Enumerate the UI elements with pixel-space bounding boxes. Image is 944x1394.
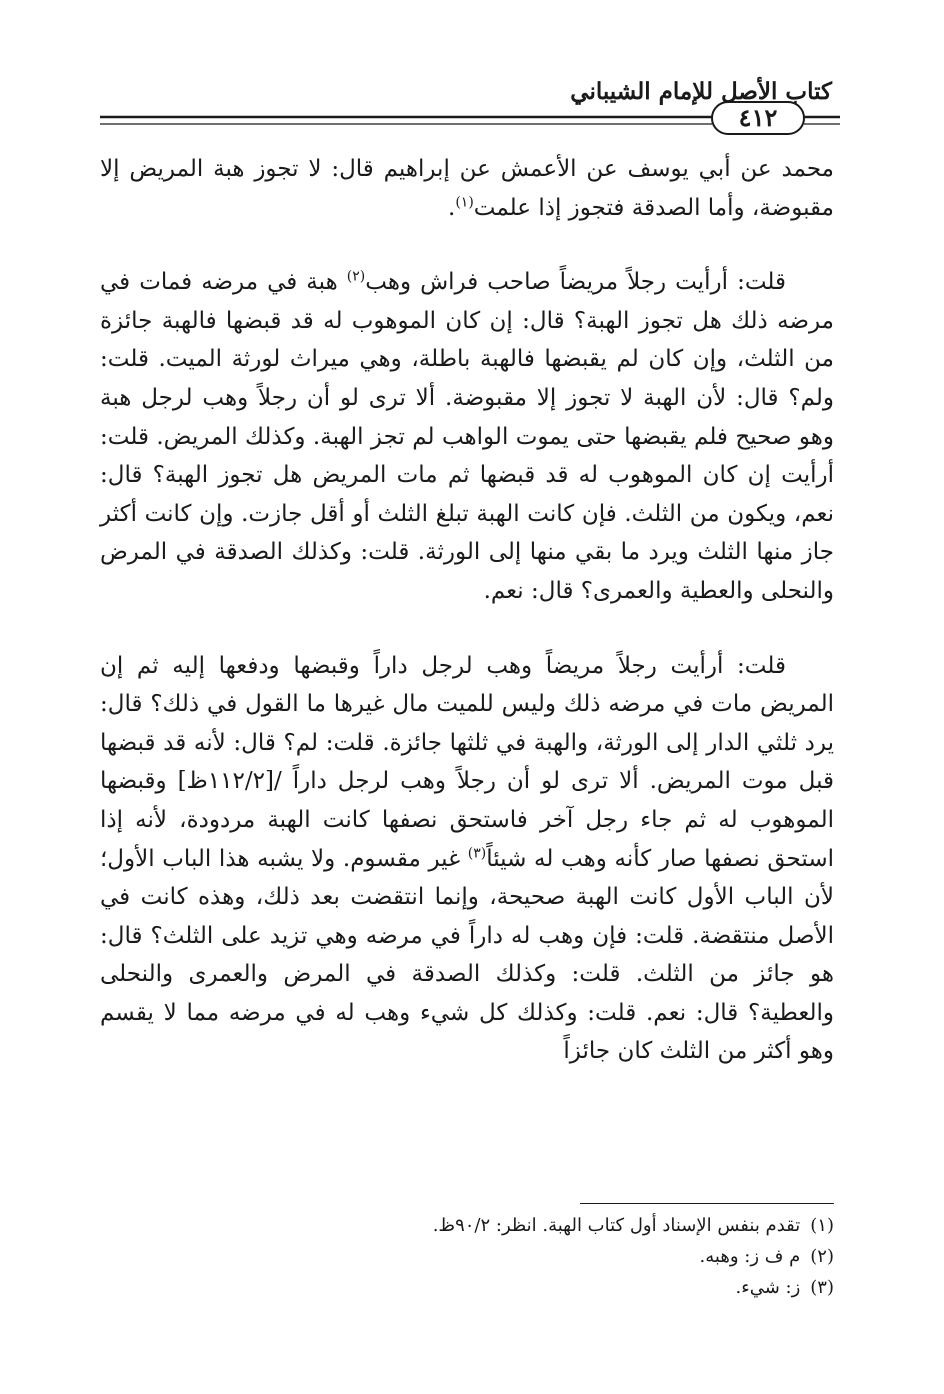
page-number: ٤١٢ [738,102,778,132]
footnote-3 [114,1272,834,1303]
footnote-ref-3: (٣) [467,844,487,861]
footnote-number: (٢) [810,1246,834,1267]
footnotes [114,1210,834,1303]
paragraph-2: قلت: أرأيت رجلاً مريضاً صاحب فراش وهب$^{(٢)}$ هبة في مرضه فمات في مرضه ذلك هل تجوز الهبة؟ قال: إن كان الموهوب له قد قبضها فالهبة جائزة من الثلث، وإن كان لم يقبضها فالهبة باطلة، وهي ميراث لورثة الميت. قلت: ولم؟ قال: لأن الهبة لا تجوز إلا مقبوضة. ألا ترى لو أن رجلاً وهب لرجل هبة وهو صحيح فلم يقبضها حتى يموت الواهب لم تجز الهبة. وكذلك المريض. قلت: أرأيت إن كان الموهوب له قد قبضها ثم مات المريض هل تجوز الهبة؟ قال: نعم، ويكون من الثلث. فإن كانت الهبة تبلغ الثلث أو أقل جازت. وإن كانت أكثر جاز منها الثلث ويرد ما بقي منها إلى الورثة. قلت: وكذلك الصدقة في المرض والنحلى والعطية والعمرى؟ قال: نعم. [100,268,834,604]
footnote-text: تقدم بنفس الإسناد أول كتاب الهبة. انظر: ٩٠/٢ظ. [432,1215,801,1236]
footnote-text: ز: شيء. [735,1277,801,1298]
footnote-ref-1: (١) [455,193,474,210]
footnote-ref-2: (٢) [346,268,366,285]
footnote-2 [114,1241,834,1272]
footnote-text: م ف ز: وهبه. [699,1246,801,1267]
footnote-number: (٣) [810,1277,834,1298]
footnote-number: (١) [810,1215,834,1236]
footnote-1 [114,1210,834,1241]
body-text [100,150,834,1071]
paragraph-1: محمد عن أبي يوسف عن الأعمش عن إبراهيم قال: لا تجوز هبة المريض إلا مقبوضة، وأما الصدقة فتجوز إذا علمت$^{(١)}$. [100,156,834,221]
running-title: كتاب الأصل للإمام الشيباني [570,78,832,105]
paragraph-3: قلت: أرأيت رجلاً مريضاً وهب لرجل داراً وقبضها ودفعها إليه ثم إن المريض مات في مرضه ذلك وليس للميت مال غيرها ما القول في ذلك؟ قال: يرد ثلثي الدار إلى الورثة، والهبة في ثلثها جائزة. قلت: لم؟ قال: لأنه قد قبضها قبل موت المريض. ألا ترى لو أن رجلاً وهب لرجل داراً /[١١٢/٢ظ] وقبضها الموهوب له ثم جاء رجل آخر فاستحق نصفها كانت الهبة مردودة، لأنه إذا استحق نصفها صار كأنه وهب له شيئاً$^{(٣)}$ غير مقسوم. ولا يشبه هذا الباب الأول؛ لأن الباب الأول كانت الهبة صحيحة، وإنما انتقضت بعد ذلك، وهذه كانت في الأصل منتقضة. قلت: فإن وهب له داراً في مرضه وهي تزيد على الثلث؟ قال: هو جائز من الثلث. قلت: وكذلك الصدقة في المرض والعمرى والنحلى والعطية؟ قال: نعم. قلت: وكذلك كل شيء وهب له في مرضه مما لا يقسم وهو أكثر من الثلث كان جائزاً [100,652,835,1065]
footnote-separator [580,1203,834,1204]
